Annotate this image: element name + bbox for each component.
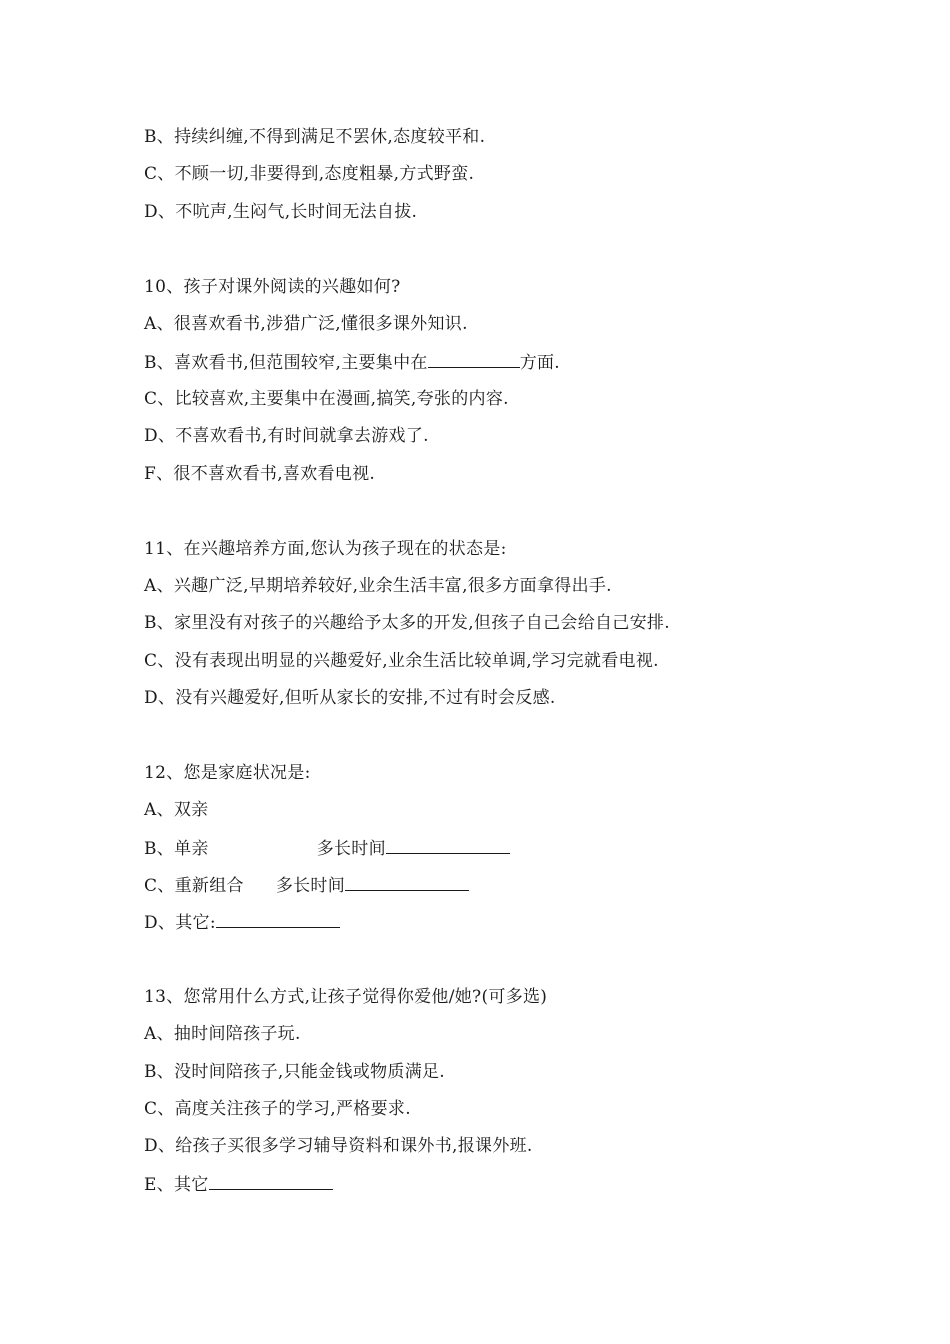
q10-option-f: F、很不喜欢看书,喜欢看电视. (144, 464, 376, 484)
q12-option-d-text: D、其它: (144, 913, 216, 933)
q12-option-b-duration-blank[interactable] (386, 837, 510, 854)
q11-option-d: D、没有兴趣爱好,但听从家长的安排,不过有时会反感. (144, 688, 556, 708)
q12-option-d (144, 911, 340, 934)
q13-option-d: D、给孩子买很多学习辅导资料和课外书,报课外班. (144, 1136, 533, 1156)
q10-title: 10、孩子对课外阅读的兴趣如何? (144, 277, 401, 297)
q10-option-b-blank[interactable] (428, 351, 520, 368)
q12-option-c-duration-label: 多长时间 (275, 876, 346, 896)
q9-option-b: B、持续纠缠,不得到满足不罢休,态度较平和. (144, 127, 486, 147)
q10-option-b (144, 351, 560, 374)
q13-option-e-text: E、其它 (144, 1175, 209, 1195)
q12-option-c (144, 874, 469, 897)
q12-option-c-duration-blank[interactable] (345, 874, 469, 891)
q10-option-c: C、比较喜欢,主要集中在漫画,搞笑,夸张的内容. (144, 389, 509, 409)
q13-option-b: B、没时间陪孩子,只能金钱或物质满足. (144, 1062, 445, 1082)
q9-option-c: C、不顾一切,非要得到,态度粗暴,方式野蛮. (144, 164, 475, 184)
q12-title: 12、您是家庭状况是: (144, 763, 311, 783)
q13-option-e-blank[interactable] (209, 1173, 333, 1190)
q12-option-c-text: C、重新组合 (144, 876, 244, 896)
q11-option-a: A、兴趣广泛,早期培养较好,业余生活丰富,很多方面拿得出手. (144, 576, 612, 596)
q12-option-a: A、双亲 (144, 800, 209, 820)
q12-option-b-duration-label: 多长时间 (316, 839, 386, 859)
q12-option-b (144, 837, 510, 860)
q9-option-d: D、不吭声,生闷气,长时间无法自拔. (144, 202, 418, 222)
q10-option-b-text: B、喜欢看书,但范围较窄,主要集中在 (144, 353, 428, 373)
q13-option-c: C、高度关注孩子的学习,严格要求. (144, 1099, 411, 1119)
q13-option-a: A、抽时间陪孩子玩. (144, 1024, 301, 1044)
q11-title: 11、在兴趣培养方面,您认为孩子现在的状态是: (144, 539, 507, 559)
q12-option-b-text: B、单亲 (144, 839, 209, 859)
q13-option-e (144, 1173, 333, 1196)
q10-option-d: D、不喜欢看书,有时间就拿去游戏了. (144, 426, 429, 446)
q10-option-b-suffix: 方面. (519, 353, 561, 373)
q11-option-b: B、家里没有对孩子的兴趣给予太多的开发,但孩子自己会给自己安排. (144, 613, 670, 633)
q11-option-c: C、没有表现出明显的兴趣爱好,业余生活比较单调,学习完就看电视. (144, 651, 659, 671)
q12-option-d-blank[interactable] (216, 911, 340, 928)
q10-option-a: A、很喜欢看书,涉猎广泛,懂很多课外知识. (144, 314, 468, 334)
q13-title: 13、您常用什么方式,让孩子觉得你爱他/她?(可多选) (144, 987, 548, 1007)
